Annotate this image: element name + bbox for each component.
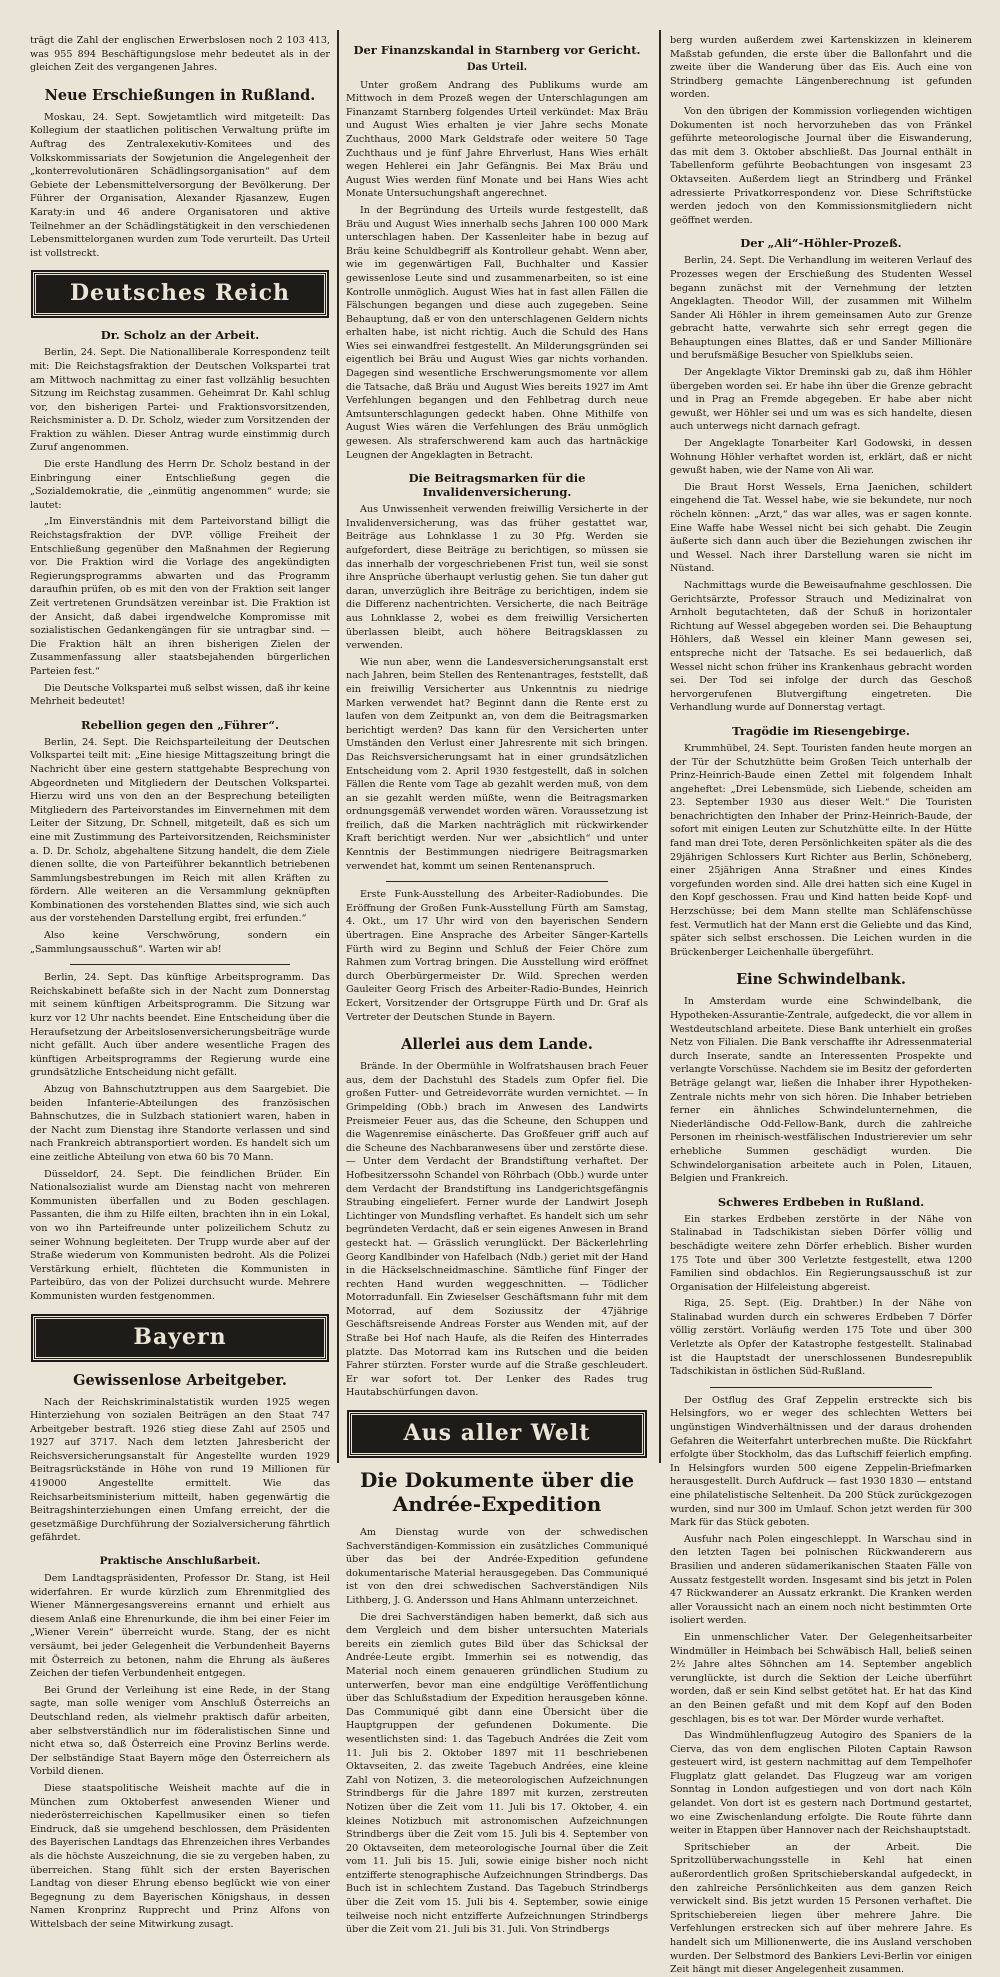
article-text: „Im Einverständnis mit dem Parteivorstand billigt die Reichstagsfraktion der DVP. völlige Freiheit der Entschließung gegenüber den Maßnahmen der Regierung vor. Die Fraktion wird die Vorlage des angekündigten Regierungsprogramms abwarten und das Programm daraufhin prüfen, ob es mit den von der Fraktion seit langer Zeit vertretenen Grundsätzen vereinbar ist. Die Fraktion ist der Ansicht, daß dabei irgendwelche Kompromisse mit sozialistischen Gedankengängen für sie untragbar sind. — Die Fraktion hält an ihren bisherigen Zielen der Zusammenfassung aller staatsbejahenden bürgerlichen Parteien fest.“ (30, 516, 330, 677)
article-text: Nachmittags wurde die Beweisaufnahme geschlossen. Die Gerichtsärzte, Professor Strauch und Medizinalrat von Arnholt begutachteten, daß der Schuß in horizontaler Richtung auf Wessel abgegeben worden sei. Die Behauptung Höhlers, daß Wessel ein kleiner Mann gewesen sei, entspreche nicht der Tatsache. Es sei bedauerlich, daß Wessel nicht schon früher ins Krankenhaus gebracht worden sei. Der Tod sei infolge der durch das Geschoß hervorgerufenen Blutvergiftung eingetreten. Die Verhandlung wurde auf Donnerstag vertagt. (670, 579, 972, 714)
subheadline: Das Urteil. (466, 62, 528, 73)
article-text: Der Angeklagte Viktor Dreminski gab zu, daß ihm Höhler übergeben worden sei. Er habe ihn über die Grenze gebracht und in Prag an Fremde abgegeben. Er habe aber nicht gewußt, wer Höhler sei und um was es sich handelte, diesen auch unterwegs nicht darnach gefragt. (670, 367, 972, 433)
column-right (670, 34, 972, 1976)
article-text: Wie nun aber, wenn die Landesversicherungsanstalt erst nach Jahren, beim Stellen des Rentenantrages, feststellt, daß ein freiwillig Versicherter aus Unkenntnis zu niedrige Marken verwendet hat? Beginnt dann die Rente erst zu laufen von dem Zeitpunkt an, von dem die Beitragsmarken berichtigt werden? Das kann für den Versicherten unter Umständen den Verlust einer Jahresrente mit sich bringen. Das Reichsversicherungsamt hat in einer grundsätzlichen Entscheidung vom 2. April 1930 festgestellt, daß in solchen Fällen die Rente vom Tage ab gezahlt werden muß, von dem an sie gezahlt werden müßte, wenn die Beitragsmarken ordnungsgemäß verwendet worden wären. Voraussetzung ist freilich, daß die Marken nachträglich mit rückwirkender Kraft berichtigt werden. Nur wer „absichtlich“ und unter Kenntnis der Bestimmungen niedrigere Beitragsmarken verwendet hat, kommt um seinen Rentenanspruch. (346, 656, 648, 872)
article-text: Die Deutsche Volkspartei muß selbst wissen, daß ihr keine Mehrheit bedeutet! (30, 682, 330, 708)
article-text: Dem Landtagspräsidenten, Professor Dr. Stang, ist Heil widerfahren. Er wurde kürzlich zum Ehrenmitglied des Wiener Männergesangsvereins ernannt und erhielt aus diesem Anlaß eine Ehrenurkunde, die ihm bei einer Feier im „Wiener Verein“ überreicht wurde. Stang, der es nicht versäumt, bei jeder Gelegenheit die Verbundenheit Bayerns mit Österreich zu betonen, nahm die Ehrung als äußeres Zeichen der tiefen Verbundenheit entgegen. (30, 1573, 330, 1680)
article-text: Erste Funk-Ausstellung des Arbeiter-Radiobundes. Die Eröffnung der Großen Funk-Ausstellung Fürth am Samstag, 4. Okt., um 17 Uhr wird von den bayerischen Sendern übertragen. Eine Ansprache des Arbeiter Sänger-Kartells Fürth wird zu Beginn und Schluß der Feier Chöre zum Rahmen zum Vortrag bringen. Die Ausstellung wird eröffnet durch Oberbürgermeister Dr. Wild. Sprechen werden Gauleiter Georg Frisch des Arbeiter-Radio-Bundes, Heinrich Eckert, Vorsitzender der Ortsgruppe Fürth und Dr. Graf als Vertreter der Deutschen Stunde in Bayern. (346, 889, 648, 1023)
article-text: Düsseldorf, 24. Sept. Die feindlichen Brüder. Ein Nationalsozialist wurde am Dienstag nacht von mehreren Kommunisten überfallen und zu Boden geschlagen. Passanten, die ihm zu Hilfe eilten, brachten ihn in ein Lokal, von wo ihn Parteifreunde unter polizeilichem Schutz zu seiner Wohnung begleiteten. Der Trupp wurde aber auf der Straße wiederum von Kommunisten bedroht. Als die Polizei Verstärkung erhielt, flüchteten die Kommunisten in Parteibüro, das von der Polizei durchsucht wurde. Mehrere Kommunisten wurden festgenommen. (30, 1168, 330, 1302)
article-text: Von den übrigen der Kommission vorliegenden wichtigen Dokumenten ist noch hervorzuheben das von Fränkel geführte meteorologische Journal über die Eiswanderung, das mit dem 3. Oktober abschließt. Das Journal enthält in Tabellenform geführte Beobachtungen von insgesamt 23 Oktavseiten. Außerdem liegt an Strindberg und Fränkel adressierte Privatkorrespondenz vor. Diese Schriftstücke werden jedoch von den Kommissionsmitgliedern nicht geöffnet werden. (670, 105, 972, 226)
headline: Der „Ali“-Höhler-Prozeß. (740, 236, 902, 251)
article-text: Die drei Sachverständigen haben bemerkt, daß sich aus dem Vergleich und dem bisher untersuchten Materials bereits ein ziemlich gutes Bild über das Schicksal der Andrée-Leute ergibt. Immerhin sei es notwendig, das Material noch einem genaueren gründlichen Studium zu unterwerfen, bevor man eine endgültige Veröffentlichung über das Schlußstadium der Expedition herausgeben könne. Das Communiqué gibt dann eine Übersicht über die Hauptgruppen der gefundenen Dokumente. Die wesentlichsten sind: 1. das Tagebuch Andrées die Zeit vom 11. Juli bis 2. Oktober 1897 mit 11 beschriebenen Oktavseiten, 2. das zweite Tagebuch Andrées, eine kleine Zahl von Notizen, 3. die meteorologischen Aufzeichnungen Strindbergs für die Jahre 1897 mit kurzen, zerstreuten Notizen über die Zeit vom 11. Juli bis 17. Oktober, 4. ein kleines Notizbuch mit astronomischen Aufzeichnungen Strindbergs über die Zeit vom 15. Juli bis 4. September von 20 Oktavseiten, dem meteorologische Journal über die Zeit vom 11. Juli bis 15. Juli, sowie einige bisher noch nicht entzifferte stenographische Aufzeichnungen Strindbergs. Das Buch ist in schlechtem Zustand. Das Tagebuch Strindbergs über die Zeit vom 15. Juli bis 4. September, sowie einige teilweise noch nicht entzifferte Aufzeichnungen Strindbergs über die Zeit vom 21. Juli bis 31. Juli. Von Strindbergs (346, 1611, 648, 1936)
headline: Die Beitragsmarken für die Invalidenversicherung. (408, 471, 586, 500)
section-banner: Aus aller Welt (349, 1412, 645, 1456)
article-text: Nach der Reichskriminalstatistik wurden 1925 wegen Hinterziehung von sozialen Beiträgen an den Staat 747 Arbeitgeber bestraft. 1926 stieg diese Zahl auf 2505 und 1927 auf 3717. Nach dem letzten Jahresbericht der Reichsversicherungsanstalt für Angestellte wurden 1929 Beitragsrückstände in Höhe von rund 19 Millionen für 419000 Angestellte ermittelt. Wie das Reichsarbeitsministerium mitteilt, haben gegenwärtig die Beitragshinterziehungen einen Umfang erreicht, der die gesetzmäßige Durchführung der Sozialversicherung fährtlich gefährdet. (30, 1396, 330, 1544)
article-text: Am Dienstag wurde von der schwedischen Sachverständigen-Kommission ein zusätzliches Communiqué über das bei der Andrée-Expedition gefundene dokumentarische Material herausgegeben. Das Communiqué ist von den drei schwedischen Sachverständigen Nils Lithberg, J. G. Andersson und Hans Ahlmann unterzeichnet. (346, 1527, 648, 1606)
headline: Rebellion gegen den „Führer“. (81, 717, 279, 732)
headline: Eine Schwindelbank. (736, 971, 906, 989)
article-text: Ausfuhr nach Polen eingeschleppt. In Warschau sind in den letzten Tagen bei polnischen Rückwanderern aus Brasilien und anderen südamerikanischen Staaten Fälle von Aussatz festgestellt worden. Insgesamt sind bis jetzt in Polen 47 Rückwanderer an Aussatz erkrankt. Die Kranken werden aller Voraussicht nach an einem noch nicht bestimmten Orte isoliert werden. (670, 1533, 972, 1627)
article-text: Riga, 25. Sept. (Eig. Drahtber.) In der Nähe von Stalinabad wurden durch ein schweres Erdbeben 7 Dörfer völlig zerstört. Vorläufig werden 175 Tote und über 300 Verletzte als Opfer der Katastrophe festgestellt. Stalinabad ist die Hauptstadt der unerschlossenen Bundesrepublik Tadschikistan in östlichen Süd-Rußland. (670, 1298, 972, 1378)
separator (710, 1387, 932, 1388)
headline: Die Dokumente über die Andrée-Expedition (359, 1468, 635, 1517)
article-text: Berlin, 24. Sept. Die Verhandlung im weiteren Verlauf des Prozesses wegen der Erschießung des Studenten Wessel begann zunächst mit der Vernehmung der letzten Angeklagten. Theodor Will, der zusammen mit Wilhelm Sander Ali Höhler in ihrem gemeinsamen Auto zur Grenze gebracht hatte, verwahrte sich sehr erregt gegen die Behauptungen eines Blattes, daß er und Sander Millionäre und berufsmäßige Besucher von Spielklubs seien. (670, 255, 972, 362)
headline: Neue Erschießungen in Rußland. (44, 86, 316, 104)
separator (70, 964, 290, 965)
section-banner: Deutsches Reich (33, 272, 327, 316)
article-text: Moskau, 24. Sept. Sowjetamtlich wird mitgeteilt: Das Kollegium der staatlichen politischen Verwaltung prüfte im Auftrag des Zentralexekutiv-Komitees und des Volkskommissariats der Sowjetunion die Angelegenheit der „konterrevolutionären Schädlingsorganisation“ auf dem Gebiete der Lebensmittelversorgung der Bevölkerung. Der Führer der Organisation, Alexander Rjasanzew, Eugen Karaty:in und 46 andere Organisatoren und aktive Teilnehmer an der Schädlingstätigkeit in den verschiedenen Lebensmittelorganen wurden zum Tode verurteilt. Das Urteil ist vollstreckt. (30, 111, 330, 259)
article-text: Abzug von Bahnschutztruppen aus dem Saargebiet. Die beiden Infanterie-Abteilungen des französischen Bahnschutzes, die in Sulzbach stationiert waren, haben in der Nacht zum Dienstag ihre Standorte verlassen und sind nach Frankreich abtransportiert worden. Es handelt sich um eine zeitliche Abteilung von etwa 60 bis 70 Mann. (30, 1084, 330, 1163)
article-text: Spritschieber an der Arbeit. Die Spritzollüberwachungsstelle in Kehl hat einen außerordentlich großen Spritschieberskandal aufgedeckt, in den zahlreiche Persönlichkeiten aus dem ganzen Reich verwickelt sind. Bis jetzt wurden 15 Personen verhaftet. Die Spritschiebereien liegen über mehrere Jahre. Die Verfehlungen erstrecken sich auf über mehrere Jahre. Es handelt sich um Millionenwerte, die ins Ausland verschoben wurden. Der Selbstmord des Bankiers Levi-Berlin vor einigen Zeit hängt mit dieser Angelegenheit zusammen. (670, 1841, 972, 1976)
article-text: Die erste Handlung des Herrn Dr. Scholz bestand in der Einbringung einer Entschließung gegen die „Sozialdemokratie, die „einmütig angenommen“ wurde; sie lautet: (30, 459, 330, 511)
article-text: Also keine Verschwörung, sondern ein „Sammlungsausschuß“. Warten wir ab! (30, 930, 330, 955)
article-text: Brände. In der Obermühle in Wolfratshausen brach Feuer aus, dem der Dachstuhl des Stadels zum Opfer fiel. Die großen Futter- und Getreidevorräte wurden vernichtet. — In Grimpelding (Obb.) brach im Anwesen des Landwirts Preismeier Feuer aus, das die Scheune, den Schuppen und die Wagenremise einäscherte. Das Großfeuer griff auch auf die Scheune des Nachbaranwesens über und zerstörte diese. — Unter dem Verdacht der Brandstiftung verhaftet. Der Hofbesitzerssohn Schandel von Röhrbach (Obb.) wurde unter dem Verdacht der Brandstiftung ins Landgerichtsgefängnis Straubing eingeliefert. Ferner wurde der Landwirt Joseph Lichtinger von Mundsfling verhaftet. Es handelt sich um sehr begründeten Verdacht, daß er sein eigenes Anwesen in Brand gesteckt hat. — Grässlich verunglückt. Der Bäckerlehrling Georg Kandlbinder von Hafelbach (Ndb.) geriet mit der Hand in die Häckselschneidmaschine. Sämtliche fünf Finger der rechten Hand wurden weggeschnitten. — Tödlicher Motorradunfall. Ein Zwieselser Geschäftsmann fuhr mit dem Motorrad, auf dem Soziussitz der 47jährige Geschäftsreisende Andreas Forster aus Wenden mit, auf der Straße bei Hof nach Haufe, als die Reifen des Hinterrades platzte. Das Motorrad kam ins Rutschen und die beiden Fahrer stürzten. Forster wurde auf die Straße geschleudert. Er war sofort tot. Der Lenker des Rades trug Hautabschürfungen davon. (346, 1061, 648, 1399)
article-text: In Amsterdam wurde eine Schwindelbank, die Hypotheken-Assurantie-Zentrale, aufgedeckt, die vor allem in Westdeutschland arbeitete. Diese Bank unterhielt ein großes Netz von Filialen. Die Bank verschaffte ihr Adressenmaterial durch Inserate, sandte an Interessenten Prospekte und verlangte Vorschüsse. Nachdem sie im Besitz der geforderten Beträge gelangt war, ließen die Inhaber ihrer Hypotheken-Zentrale nichts mehr von sich hören. Die Inhaber betrieben ferner ein ähnliches Schwindelunternehmen, die Niederländische Odd-Fellow-Bank, durch die zahlreiche Personen im rheinisch-westfälischen Industrierevier um sehr erhebliche Summen geschädigt wurden. Die Schwindelorganisation arbeitete auch in Polen, Litauen, Belgien und Frankreich. (670, 996, 972, 1185)
article-text: Das Windmühlenflugzeug Autogiro des Spaniers de la Cierva, das von dem englischen Piloten Captain Rawson gesteuert wird, ist gestern nachmittag auf dem Tempelhofer Flugplatz glatt gelandet. Das Flugzeug war am vorigen Sonntag in London aufgestiegen und von dort nach Köln gelandet. Von dort ist es gestern nach Dortmund gestartet, wo eine Zwischenlandung erfolgte. Die Route führte dann weiter in Etappen über Hannover nach der Reichshauptstadt. (670, 1730, 972, 1837)
section-banner: Bayern (33, 1316, 327, 1360)
article-text: Krummhübel, 24. Sept. Touristen fanden heute morgen an der Tür der Schutzhütte beim Großen Teich unterhalb der Prinz-Heinrich-Baude einen Zettel mit folgendem Inhalt angeheftet: „Drei Lebensmüde, sich Liebende, scheiden am 23. September 1930 aus dieser Welt.“ Die Touristen benachrichtigten den Inhaber der Prinz-Heinrich-Baude, der sofort mit einigen Leuten zur Schutzhütte eilte. In der Hütte fand man drei Tote, deren Persönlichkeiten später als die des 29jährigen Schlossers Kurt Richter aus Berlin, Schöneberg, einer 25jährigen Anna Straßner und eines Kindes vorgefunden worden sind. Alle drei hatten sich eine Kugel in den Kopf geschossen. Frau und Kind hatten beide Kopf- und Herzschüsse; bei dem Mann stellte man Schläfenschüsse fest. Vermutlich hat der Mann erst die Geliebte und das Kind, später sich selbst erschossen. Die Leichen wurden in die Brückenberger Leichenhalle übergeführt. (670, 742, 972, 958)
column-middle (346, 34, 648, 1936)
column-rule (659, 30, 661, 1463)
article-text: trägt die Zahl der englischen Erwerbslosen noch 2 103 413, was 955 894 Beschäftigungslose mehr bedeutet als in der gleichen Zeit des vergangenen Jahres. (30, 35, 330, 74)
article-text: Berlin, 24. Sept. Die Reichsparteileitung der Deutschen Volkspartei teilt mit: „Eine hiesige Mittagszeitung bringt die Nachricht über eine gestern stattgehabte Besprechung von Abgeordneten und Mitgliedern der Deutschen Volkspartei. Hierzu wird uns von den an der Besprechung beteiligten Mitgliedern des Parteivorstandes im Einvernehmen mit dem Leiter der Sitzung, Dr. Schnell, mitgeteilt, daß es sich um eine mit Zustimmung des Parteivorsitzenden, Reichsminister a. D. Dr. Scholz, abgehaltene Sitzung handelt, die dem Ziele dienen sollte, die von Parteiführer bekanntlich betriebenen Sammlungsbestrebungen im Reich mit allen Kräften zu fördern. Alle weiteren an die Versammlung geknüpften Kombinationen des vorstehenden Blattes sind, wie sich auch aus der vorstehenden Darstellung ergibt, frei erfunden.“ (30, 736, 330, 925)
article-text: Ein starkes Erdbeben zerstörte in der Nähe von Stalinabad in Tadschikistan sieben Dörfer völlig und beschädigte weitere zehn Dörfer erheblich. Bisher wurden 175 Tote und über 300 Verletzte festgestellt, etwa 1200 Familien sind obdachlos. Ein Regierungsausschuß ist zur Organisation der Hilfeleistung abgereist. (670, 1213, 972, 1293)
headline: Gewissenlose Arbeitgeber. (73, 1371, 287, 1389)
column-left (30, 34, 330, 1930)
separator (386, 881, 608, 882)
article-text: Berlin, 24. Sept. Die Nationalliberale Korrespondenz teilt mit: Die Reichstagsfraktion der Deutschen Volkspartei trat am Mittwoch nachmittag zu einer fast vollzählig besuchten Sitzung im Reichstag zusammen. Geheimrat Dr. Kahl schlug vor, den bisherigen Partei- und Fraktionsvorsitzenden, Reichsminister a. D. Dr. Scholz, wieder zum Vorsitzenden der Fraktion zu wählen. Dieser Antrag wurde einstimmig durch Zuruf angenommen. (30, 347, 330, 454)
article-text: In der Begründung des Urteils wurde festgestellt, daß Bräu und August Wies innerhalb sechs Jahren 100 000 Mark unterschlagen haben. Der Kassenleiter habe in bezug auf Bräu keine Schuldbegriff als Kontrolleur gehabt. Wenn aber, wie im gegenwärtigen Fall, Buchhalter und Kassier gewissenlose Leute sind und zusammenarbeiten, so ist eine Kontrolle unmöglich. August Wies hat in fast allen Fällen die Fälschungen begangen und diese auch zugegeben. Seine Behauptung, daß er von den unterschlagenen Geldern nichts erhalten habe, ist nicht richtig. Auch die Schuld des Hans Wies sei einwandfrei festgestellt. An Milderungsgründen sei eigentlich bei Bräu und August Wies gar nichts vorhanden. Dagegen sind wesentliche Erschwerungsmomente vor allem die Tatsache, daß Bräu und August Wies bereits 1927 im Amt Verfehlungen begangen und den Fehlbetrag durch neue Amtsunterschlagungen gedeckt haben. Ohne Mithilfe von August Wies wären die Verfehlungen des Bräu unmöglich gewesen. Als straferschwerend kam auch das hartnäckige Leugnen der Angeklagten in Betracht. (346, 204, 648, 461)
article-text: Berlin, 24. Sept. Das künftige Arbeitsprogramm. Das Reichskabinett befaßte sich in der Nacht zum Donnerstag mit seinem künftigen Arbeitsprogramm. Die Sitzung war kurz vor 12 Uhr nachts beendet. Eine Entscheidung über die Heraufsetzung der Arbeitslosenversicherungsbeiträge wurde nicht gefällt. Auch über andere wesentliche Fragen des künftigen Arbeitsprogramms der Regierung wurde eine grundsätzliche Entscheidung nicht gefällt. (30, 972, 330, 1079)
article-text: Ein unmenschlicher Vater. Der Gelegenheitsarbeiter Windmüller in Heimbach bei Schwäbisch Hall, beließ seinen 2½ Jahre altes Söhnchen am 14. September angeblich verunglückte, ist durch die Sektion der Leiche überführt worden, daß er sein Kind selbst getötet hat. Er hat das Kind an den Beinen gefaßt und mit dem Kopf auf den Boden geschlagen, bis es tot war. Der Mörder wurde verhaftet. (670, 1631, 972, 1725)
column-rule (337, 30, 339, 1463)
article-text: Der Angeklagte Tonarbeiter Karl Godowski, in dessen Wohnung Höhler verhaftet worden ist, erklärt, daß er nicht gewußt haben, wie der Name von Ali war. (670, 438, 972, 477)
headline: Allerlei aus dem Lande. (401, 1036, 593, 1054)
headline: Praktische Anschlußarbeit. (99, 1555, 261, 1568)
article-text: Bei Grund der Verleihung ist eine Rede, in der Stang sagte, man solle weniger vom Anschluß Österreichs an Deutschland reden, als vielmehr praktisch dafür arbeiten, aber selbstverständlich nur im föderalistischen Sinne und nicht etwa so, daß Österreich eine Provinz Berlins werde. Der selbständige Staat Bayern möge den Österreichern als Vorbild dienen. (30, 1684, 330, 1778)
article-text: Aus Unwissenheit verwenden freiwillig Versicherte in der Invalidenversicherung, was das früher gestattet war, Beiträge aus Lohnklasse 1 zu 30 Pfg. Werden sie aufgefordert, diese Beiträge zu berichtigen, so müssen sie das innerhalb der vorgeschriebenen Frist tun, weil sie sonst ihre Ansprüche überhaupt verlustig gehen. Sie tun daher gut daran, unverzüglich ihre Beiträge zu berichtigen, indem sie die Differenz nachentrichten. Versicherte, die nach Beiträge aus Lohnklasse 2, wobei es dem freiwillig Versicherten überlassen bleibt, auch höhere Beitragsklassen zu verwenden. (346, 504, 648, 652)
article-text: Der Ostflug des Graf Zeppelin erstreckte sich bis Helsingfors, wo er weger des schlechten Wetters bei ungünstigen Windverhältnissen und der daraus drohenden Gefahren die Weiterfahrt unterbrechen mußte. Die Rückfahrt erfolgte über Stockholm, das das Luftschiff feierlich empfing. In Helsingfors wurden 500 eigene Zeppelin-Briefmarken herausgestellt. Durch Aufdruck — fast 1930 1830 — entstand eine philatelistische Seltenheit. Da 200 Stück zurückgezogen wurden, sind nur 300 im Umlauf. Schon jetzt werden für 300 Mark für das Stück geboten. (670, 1394, 972, 1529)
article-text: Diese staatspolitische Weisheit machte auf die in München zum Oktoberfest anwesenden Wiener und niederösterreichischen Kapellmusiker einen so tiefen Eindruck, daß sie umgehend beschlossen, dem Präsidenten des Bayerischen Landtags das Ehrenzeichen ihres Verbandes als die höchste Auszeichnung, die sie zu vergeben haben, zu überreichen. Stang fühlt sich der ersten Bayerischen Landtag von dieser Ehrung ebenso beglückt wie von einer Begegnung zu dem Bayerischen Königshaus, in dessen Namen Kronprinz Rupprecht und Prinz Alfons von Wittelsbach der seine Mitwirkung zusagt. (30, 1782, 330, 1930)
headline: Der Finanzskandal in Starnberg vor Gericht. (353, 43, 641, 57)
article-text: Unter großem Andrang des Publikums wurde am Mittwoch in dem Prozeß wegen der Unterschlagungen am Finanzamt Starnberg folgendes Urteil verkündet: Max Bräu und August Wies erhalten je vier Jahre sechs Monate Zuchthaus, 2000 Mark Geldstrafe oder weitere 50 Tage Zuchthaus und je fünf Jahre Ehrverlust, Hans Wies erhält wegen Hehlerei ein Jahr Gefängnis. Bei Max Bräu und August Wies werden fünf Monate und bei Hans Wies acht Monate Untersuchungshaft angerechnet. (346, 79, 648, 200)
headline: Schweres Erdbeben in Rußland. (717, 1194, 925, 1209)
article-text: berg wurden außerdem zwei Kartenskizzen in kleinerem Maßstab gefunden, die erste über die Ballonfahrt und die zweite über die Wanderung über das Eis. Auch eine von Strindberg gemachte Längenberechnung ist gefunden worden. (670, 35, 972, 101)
article-text: Die Braut Horst Wessels, Erna Jaenichen, schildert eingehend die Tat. Wessel habe, wie sie bekundete, nur noch röcheln können: „Arzt,“ das war alles, was er sagen konnte. Eine Waffe habe Wessel nicht bei sich gehabt. Die Zeugin äußerte sich dann auch über die Beziehungen zwischen ihr und Wessel. Nach ihrer Darstellung waren sie nicht im Nüstand. (670, 481, 972, 575)
headline: Tragödie im Riesengebirge. (732, 723, 910, 738)
headline: Dr. Scholz an der Arbeit. (100, 328, 260, 343)
